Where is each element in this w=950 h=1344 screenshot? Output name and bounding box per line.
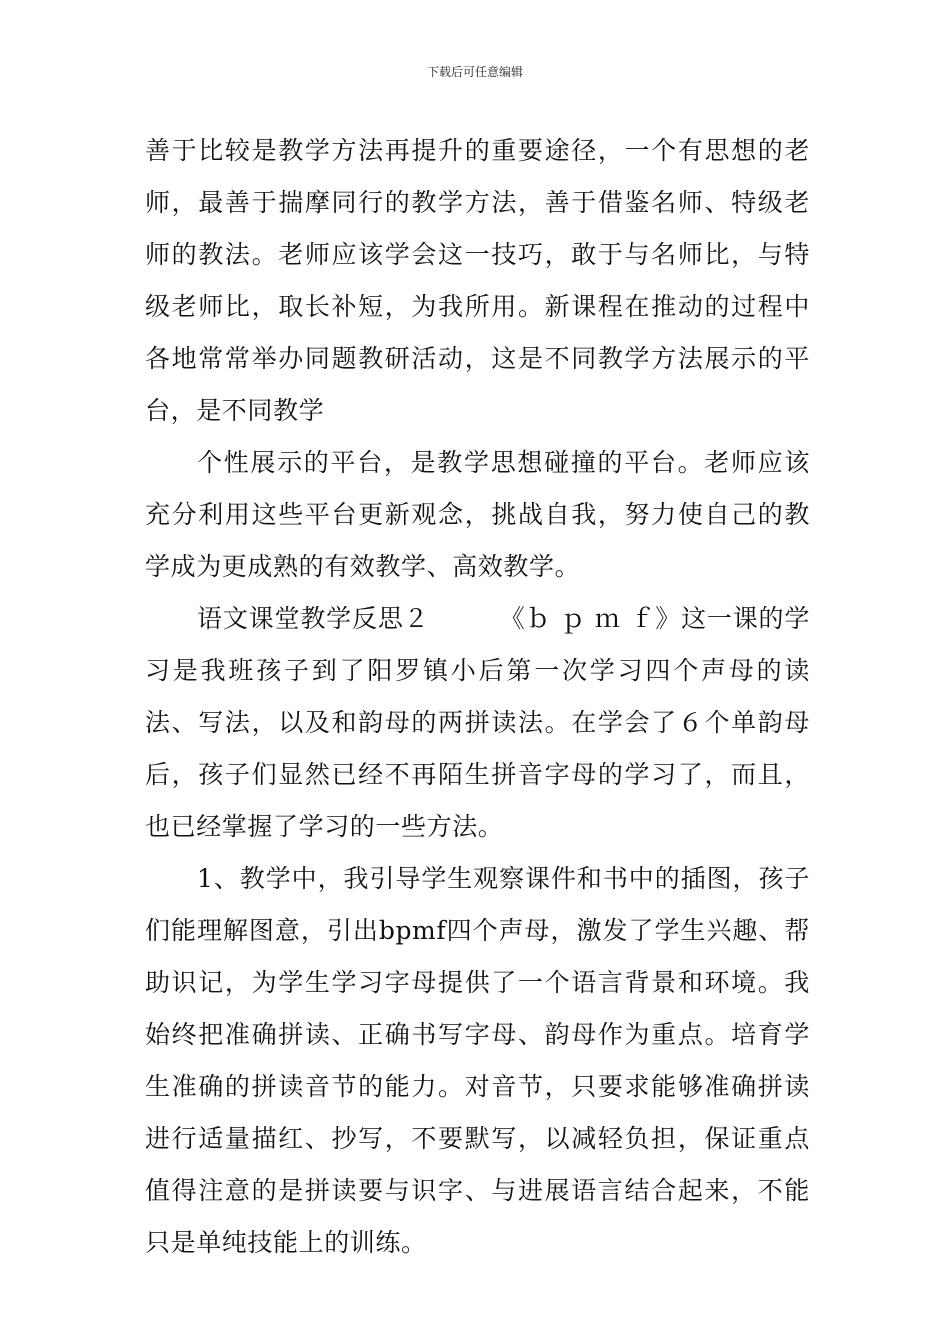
paragraph-3-text: 《ｂ ｐ ｍ ｆ》这一课的学习是我班孩子到了阳罗镇小后第一次学习四个声母的读法、写法，以及和韵母的两拼读法。在学会了６个单韵母后，孩子们显然已经不再陌生拼音字母的学习了，而且，也已经掌握了学习的一些方法。 [145,604,810,841]
section-title: 语文课堂教学反思２ [197,604,430,633]
paragraph-4: 1、教学中，我引导学生观察课件和书中的插图，孩子们能理解图意，引出bpmf四个声母，激发了学生兴趣、帮助识记，为学生学习字母提供了一个语言背景和环境。我始终把准确拼读、正确书写字母、韵母作为重点。培育学生准确的拼读音节的能力。对音节，只要求能够准确拼读进行适量描红、抄写，不要默写，以减轻负担，保证重点值得注意的是拼读要与识字、与进展语言结合起来，不能只是单纯技能上的训练。 [145,864,810,1257]
document-body [145,125,810,1269]
page-header: 下载后可任意编辑 [426,65,523,79]
paragraph-2: 个性展示的平台，是教学思想碰撞的平台。老师应该充分利用这些平台更新观念，挑战自我，努力使自己的教学成为更成熟的有效教学、高效教学。 [145,448,810,581]
paragraph-1: 善于比较是教学方法再提升的重要途径，一个有思想的老师，最善于揣摩同行的教学方法，善于借鉴名师、特级老师的教法。老师应该学会这一技巧，敢于与名师比，与特级老师比，取长补短，为我所用。新课程在推动的过程中各地常常举办同题教研活动，这是不同教学方法展示的平台，是不同教学 [145,136,810,425]
paragraph-3 [145,593,810,853]
